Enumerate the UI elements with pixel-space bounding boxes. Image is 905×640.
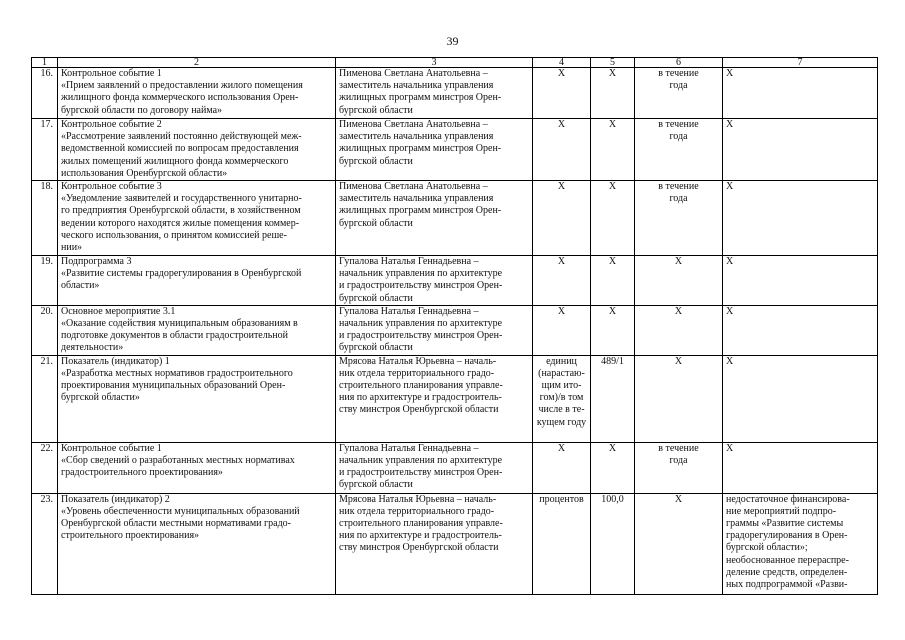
page-number: 39 (446, 34, 459, 48)
note-cell: Х (723, 305, 878, 355)
header-cell: 5 (591, 58, 635, 68)
note-cell: Х (723, 256, 878, 306)
header-cell: 6 (635, 58, 723, 68)
deadline-cell: в течение года (635, 442, 723, 493)
deadline-cell: Х (635, 493, 723, 594)
unit-cell: Х (533, 256, 591, 306)
table-row (32, 355, 878, 442)
row-number: 23. (32, 493, 58, 594)
value-cell: Х (591, 119, 635, 181)
header-cell: 4 (533, 58, 591, 68)
row-number: 21. (32, 355, 58, 442)
unit-cell: процентов (533, 493, 591, 594)
header-cell: 7 (723, 58, 878, 68)
measure-description: Основное мероприятие 3.1 «Оказание содействия муниципальным образованиям в подготовке документов в области градостроительной деятельности» (58, 305, 336, 355)
responsible-person: Мрясова Наталья Юрьевна – началь- ник отдела территориального градо- строительного планирования управле- ния по архитектуре и градостроитель- ству минстроя Оренбургской области (336, 355, 533, 442)
measure-description: Контрольное событие 1 «Сбор сведений о разработанных местных нормативах градостроительного проектирования» (58, 442, 336, 493)
header-cell: 1 (32, 58, 58, 68)
unit-cell: Х (533, 181, 591, 256)
unit-cell: Х (533, 119, 591, 181)
value-cell: 100,0 (591, 493, 635, 594)
responsible-person: Мрясова Наталья Юрьевна – началь- ник отдела территориального градо- строительного планирования управле- ния по архитектуре и градостроитель- ству минстроя Оренбургской области (336, 493, 533, 594)
deadline-cell: в течение года (635, 181, 723, 256)
note-cell: Х (723, 68, 878, 119)
note-cell: Х (723, 119, 878, 181)
table-header-row (32, 58, 878, 68)
deadline-cell: в течение года (635, 119, 723, 181)
header-cell: 3 (336, 58, 533, 68)
table-row (32, 493, 878, 594)
value-cell: Х (591, 256, 635, 306)
note-cell: Х (723, 355, 878, 442)
responsible-person: Пименова Светлана Анатольевна – заместитель начальника управления жилищных программ минстроя Орен- бургской области (336, 119, 533, 181)
table-row (32, 256, 878, 306)
table-row (32, 305, 878, 355)
row-number: 17. (32, 119, 58, 181)
unit-cell: Х (533, 68, 591, 119)
header-cell: 2 (58, 58, 336, 68)
deadline-cell: Х (635, 355, 723, 442)
table-row (32, 442, 878, 493)
measure-description: Контрольное событие 1 «Прием заявлений о предоставлении жилого помещения жилищного фонда коммерческого использования Орен- бургской области по договору найма» (58, 68, 336, 119)
unit-cell: единиц (нарастаю- щим ито- гом)/в том числе в те- кущем году (533, 355, 591, 442)
responsible-person: Гупалова Наталья Геннадьевна – начальник управления по архитектуре и градостроительству минстроя Орен- бургской области (336, 256, 533, 306)
table-row (32, 119, 878, 181)
row-number: 16. (32, 68, 58, 119)
unit-cell: Х (533, 305, 591, 355)
value-cell: Х (591, 68, 635, 119)
value-cell: Х (591, 181, 635, 256)
document-table (31, 57, 878, 595)
table-row (32, 181, 878, 256)
responsible-person: Пименова Светлана Анатольевна – заместитель начальника управления жилищных программ минстроя Орен- бургской области (336, 181, 533, 256)
row-number: 20. (32, 305, 58, 355)
responsible-person: Гупалова Наталья Геннадьевна – начальник управления по архитектуре и градостроительству минстроя Орен- бургской области (336, 442, 533, 493)
note-cell: Х (723, 181, 878, 256)
measure-description: Показатель (индикатор) 2 «Уровень обеспеченности муниципальных образований Оренбургской области местными нормативами градо- строительного проектирования» (58, 493, 336, 594)
value-cell: 489/1 (591, 355, 635, 442)
responsible-person: Пименова Светлана Анатольевна – заместитель начальника управления жилищных программ минстроя Орен- бургской области (336, 68, 533, 119)
responsible-person: Гупалова Наталья Геннадьевна – начальник управления по архитектуре и градостроительству минстроя Орен- бургской области (336, 305, 533, 355)
table-row (32, 68, 878, 119)
value-cell: Х (591, 442, 635, 493)
note-cell: недостаточное финансирова- ние мероприятий подпро- граммы «Развитие системы градорегулирования в Орен- бургской области»; необоснованное перераспре- деление средств, определен- ных подпрограммой «Разви- (723, 493, 878, 594)
measure-description: Контрольное событие 2 «Рассмотрение заявлений постоянно действующей меж- ведомственной комиссией по вопросам предоставления жилых помещений жилищного фонда коммерческого использования Оренбургской области» (58, 119, 336, 181)
unit-cell: Х (533, 442, 591, 493)
deadline-cell: в течение года (635, 68, 723, 119)
row-number: 18. (32, 181, 58, 256)
measure-description: Показатель (индикатор) 1 «Разработка местных нормативов градостроительного проектирования муниципальных образований Орен- бургской области» (58, 355, 336, 442)
row-number: 19. (32, 256, 58, 306)
value-cell: Х (591, 305, 635, 355)
measure-description: Подпрограмма 3 «Развитие системы градорегулирования в Оренбургской области» (58, 256, 336, 306)
measure-description: Контрольное событие 3 «Уведомление заявителей и государственного унитарно- го предприятия Оренбургской области, в хозяйственном ведении которого находятся жилые помещения коммер- ческого использования, о принятом комиссией реше- нии» (58, 181, 336, 256)
deadline-cell: Х (635, 256, 723, 306)
note-cell: Х (723, 442, 878, 493)
deadline-cell: Х (635, 305, 723, 355)
row-number: 22. (32, 442, 58, 493)
